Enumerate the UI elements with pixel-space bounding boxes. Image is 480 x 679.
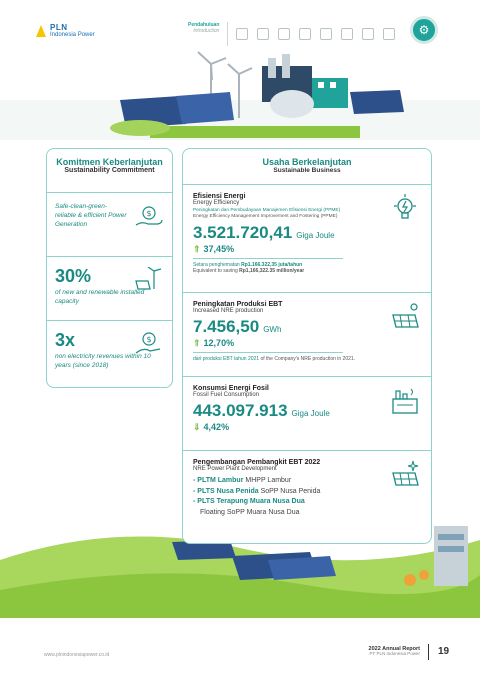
page-number: 19 — [438, 646, 450, 657]
commitment-text: Safe-clean-green-reliable & efficient Power Generation — [55, 203, 127, 228]
fossil-consumption-section — [183, 377, 431, 451]
efficiency-desc-en: Energy Efficiency Management Improvement and Fostering (PPME) — [193, 214, 338, 220]
increase-arrow-icon: ⇑ — [193, 243, 201, 254]
nav-document-icon[interactable] — [320, 28, 332, 40]
lightbulb-icon — [389, 193, 421, 225]
nre-production-section — [183, 293, 431, 377]
section-nav — [188, 22, 395, 46]
solar-panel-icon — [389, 301, 421, 333]
nre-pct: 12,70% — [203, 338, 235, 348]
divider — [193, 352, 343, 353]
fossil-subtitle: Fossil Fuel Consumption — [193, 392, 260, 398]
commitment-item — [47, 321, 172, 387]
website-link[interactable]: www.plnindonesiapower.co.id — [44, 652, 110, 658]
development-list — [193, 476, 421, 518]
nav-report-icon[interactable] — [236, 28, 248, 40]
business-subtitle: Sustainable Business — [273, 167, 341, 174]
commitment-title: Komitmen Keberlanjutan — [56, 157, 163, 167]
commitment-text: non electricity revenues within 10 years (since 2018) — [55, 353, 151, 369]
list-item: Floating SoPP Muara Nusa Dua — [200, 508, 300, 516]
list-item: - PLTS Nusa Penida SoPP Nusa Penida — [193, 487, 321, 495]
commitment-value: 30% — [55, 266, 92, 286]
nav-building-icon[interactable] — [299, 28, 311, 40]
nav-gear-icon[interactable] — [341, 28, 353, 40]
hand-money-icon — [134, 203, 164, 229]
commitment-text: of new and renewable installed capacity — [55, 289, 145, 305]
wind-solar-icon — [134, 267, 164, 293]
commitment-subtitle: Sustainability Commitment — [64, 167, 155, 175]
nre-unit: GWh — [263, 325, 282, 334]
current-section-label-en: Introduction — [193, 28, 220, 34]
commitment-item — [47, 193, 172, 257]
report-info — [352, 646, 420, 657]
current-section-label: Pendahuluan — [188, 22, 220, 28]
report-company: PT PLN Indonesia Power — [369, 651, 420, 657]
business-title: Usaha Berkelanjutan — [262, 157, 352, 167]
nre-plant-development-section — [183, 451, 431, 543]
business-header — [183, 149, 431, 185]
nav-finance-icon[interactable] — [362, 28, 374, 40]
logo-brand: PLN — [50, 23, 68, 32]
list-item: - PLTS Terapung Muara Nusa Dua — [193, 498, 305, 505]
svg-text:$: $ — [146, 209, 152, 218]
nav-people-icon[interactable] — [278, 28, 290, 40]
commitment-item — [47, 257, 172, 321]
decrease-arrow-icon: ⇓ — [193, 421, 201, 432]
lightning-logo-icon — [36, 25, 46, 37]
svg-text:$: $ — [146, 335, 152, 344]
sustainable-business-panel — [182, 148, 432, 544]
factory-icon — [389, 385, 421, 417]
logo-brand-sub: Indonesia Power — [50, 32, 95, 38]
nre-subtitle: Increased NRE production — [193, 308, 264, 314]
efficiency-pct: 37,45% — [203, 244, 235, 255]
divider — [428, 644, 429, 660]
fossil-value: 443.097.913 — [193, 401, 288, 420]
fossil-title: Konsumsi Energi Fosil — [193, 385, 269, 392]
fossil-unit: Giga Joule — [291, 409, 330, 418]
solar-panel-sparkle-icon — [389, 459, 421, 491]
list-item: - PLTM Lambur MHPP Lambur — [193, 477, 292, 484]
commitment-header — [47, 149, 172, 193]
report-title: 2022 Annual Report — [368, 646, 420, 652]
nre-value: 7.456,50 — [193, 317, 260, 336]
increase-arrow-icon: ⇑ — [193, 337, 201, 348]
nav-sustainability-icon[interactable]: ⚙ — [410, 16, 438, 44]
sustainability-commitment-panel — [46, 148, 173, 388]
efficiency-title: Efisiensi Energi — [193, 193, 246, 200]
development-title: Pengembangan Pembangkit EBT 2022 — [193, 459, 321, 466]
nre-note: dari produksi EBT tahun 2021 of the Company's NRE production in 2021. — [193, 356, 356, 362]
page-header — [0, 0, 480, 56]
efficiency-value: 3.521.720,41 — [193, 223, 293, 243]
nre-title: Peningkatan Produksi EBT — [193, 301, 283, 308]
nav-network-icon[interactable] — [383, 28, 395, 40]
efficiency-subtitle: Energy Efficiency — [193, 200, 240, 206]
energy-efficiency-section — [183, 185, 431, 293]
commitment-value: 3x — [55, 330, 76, 350]
current-section[interactable] — [188, 22, 228, 46]
efficiency-desc: Peningkatan dan Pembudayaan Manajemen Efisiensi Energi (PPME) — [193, 208, 341, 213]
fossil-pct: 4,42% — [203, 422, 230, 432]
development-subtitle: NRE Power Plant Development — [193, 466, 277, 472]
efficiency-note: Setara penghematan Rp1.166.322,35 juta/tahun — [193, 262, 303, 269]
money-hand-icon — [134, 331, 164, 357]
divider — [193, 258, 343, 259]
efficiency-unit: Giga Joule — [296, 231, 335, 241]
efficiency-note-en: Equivalent to saving Rp1,166,322.35 million/year — [193, 268, 305, 275]
nav-chart-icon[interactable] — [257, 28, 269, 40]
company-logo[interactable] — [36, 24, 95, 38]
